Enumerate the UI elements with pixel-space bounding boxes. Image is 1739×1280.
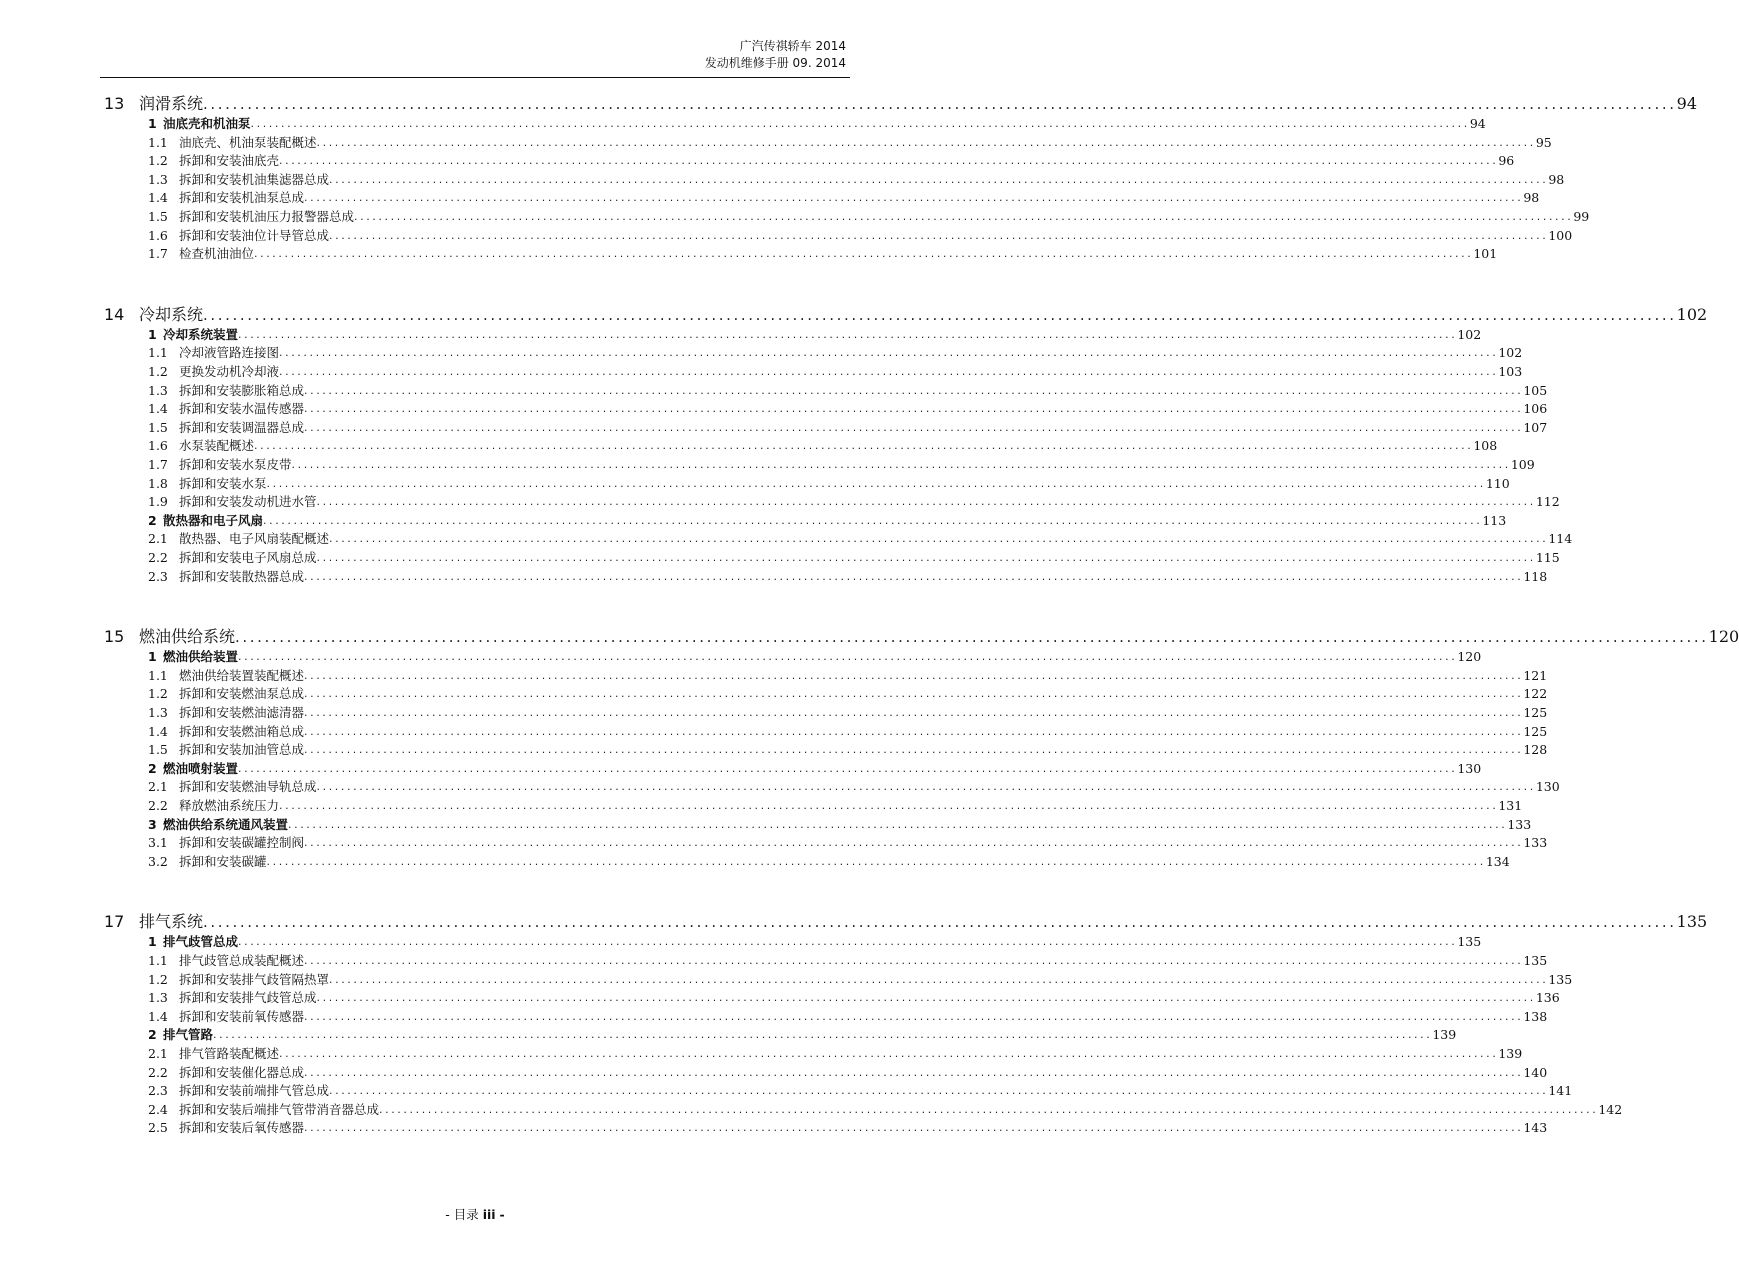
toc-number: 17 — [104, 912, 125, 932]
toc-leader-dots: ........................................................................................................................................................................................................ — [304, 687, 1524, 701]
toc-title: 冷却系统装置 — [163, 326, 239, 342]
toc-title: 检查机油油位 — [179, 246, 255, 262]
toc-page-number: 106 — [1523, 401, 1548, 417]
toc-leader-dots: ........................................................................................................................................................................................................ — [279, 1047, 1499, 1060]
toc-leader-dots: ........................................................................................................................................................................................................ — [266, 476, 1486, 490]
toc-title: 拆卸和安装电子风扇总成 — [179, 550, 317, 565]
toc-number: 2.5 — [148, 1120, 168, 1136]
toc-title: 油底壳、机油泵装配概述 — [179, 134, 317, 150]
toc-page-number: 118 — [1523, 568, 1548, 584]
toc-page-number: 125 — [1523, 723, 1548, 739]
toc-page-number: 130 — [1457, 760, 1482, 776]
toc-leader-dots: ........................................................................................................................................................................................................ — [279, 346, 1499, 360]
toc-leader-dots: ........................................................................................................................................................................................................ — [329, 228, 1549, 242]
toc-leader-dots: ........................................................................................................................................................................................................ — [291, 458, 1511, 471]
toc-page-number: 125 — [1523, 705, 1548, 720]
toc-title: 拆卸和安装油位计导管总成 — [179, 227, 330, 243]
toc-title: 燃油供给系统通风装置 — [163, 816, 289, 832]
toc-leader-dots: ........................................................................................................................................................................................................ — [304, 1065, 1524, 1079]
toc-leader-dots: ........................................................................................................................................................................................................ — [379, 1102, 1599, 1116]
toc-number: 1.5 — [148, 419, 168, 435]
toc-subsection[interactable] — [104, 456, 1535, 473]
toc-leader-dots: ........................................................................................................................................................................................................ — [238, 650, 1458, 664]
toc-number: 2 — [148, 760, 157, 776]
header-divider — [100, 77, 850, 78]
toc-subsection[interactable] — [104, 834, 1548, 851]
toc-page-number: 95 — [1535, 134, 1552, 150]
footer-page-number: iii — [482, 1207, 496, 1222]
toc-title: 排气歧管总成 — [163, 934, 239, 950]
toc-page-number: 139 — [1432, 1027, 1457, 1043]
toc-title: 拆卸和安装燃油滤清器 — [179, 705, 305, 720]
toc-page-number: 112 — [1535, 494, 1560, 510]
toc-number: 2.3 — [148, 1083, 168, 1099]
toc-page-number: 142 — [1598, 1101, 1623, 1117]
toc-page-number: 102 — [1457, 326, 1482, 342]
toc-number: 15 — [104, 627, 125, 647]
toc-title: 拆卸和安装水泵 — [179, 475, 267, 491]
toc-title: 拆卸和安装后氧传感器 — [179, 1120, 305, 1136]
toc-page-number: 115 — [1535, 550, 1560, 565]
toc-number: 2 — [148, 512, 157, 528]
toc-subsection[interactable] — [104, 1101, 1623, 1118]
toc-leader-dots: ........................................................................................................................................................................................................ — [203, 913, 1677, 932]
toc-leader-dots: ........................................................................................................................................................................................................ — [279, 799, 1499, 812]
toc-page-number: 109 — [1510, 457, 1535, 472]
toc-leader-dots: ........................................................................................................................................................................................................ — [288, 817, 1508, 831]
toc-title: 拆卸和安装机油压力报警器总成 — [179, 209, 355, 224]
toc-number: 3.2 — [148, 853, 168, 869]
toc-number: 1.7 — [148, 457, 168, 472]
toc-subsection[interactable] — [104, 1119, 1548, 1136]
toc-title: 拆卸和安装催化器总成 — [179, 1064, 305, 1080]
toc-title: 冷却液管路连接图 — [179, 345, 280, 361]
toc-number: 2.2 — [148, 550, 168, 565]
toc-number: 1.3 — [148, 171, 168, 187]
toc-number: 1.2 — [148, 971, 168, 987]
toc-leader-dots: ........................................................................................................................................................................................................ — [304, 1121, 1524, 1135]
toc-page-number: 107 — [1523, 419, 1548, 435]
toc-section[interactable] — [104, 512, 1507, 529]
toc-number: 1.2 — [148, 686, 168, 702]
toc-number: 1.6 — [148, 438, 168, 454]
toc-subsection[interactable] — [104, 344, 1523, 361]
toc-leader-dots: ........................................................................................................................................................................................................ — [329, 532, 1549, 546]
toc-leader-dots: ........................................................................................................................................................................................................ — [304, 1009, 1524, 1023]
toc-subsection[interactable] — [104, 363, 1523, 380]
toc-title: 拆卸和安装前氧传感器 — [179, 1008, 305, 1024]
toc-leader-dots: ........................................................................................................................................................................................................ — [235, 628, 1709, 647]
toc-page-number: 139 — [1498, 1046, 1523, 1061]
toc-page-number: 98 — [1523, 190, 1540, 206]
toc-page-number: 113 — [1482, 512, 1507, 528]
toc-page-number: 122 — [1523, 686, 1548, 702]
toc-title: 拆卸和安装排气歧管总成 — [179, 990, 317, 1006]
toc-page-number: 96 — [1498, 153, 1515, 169]
toc-page-number: 130 — [1535, 779, 1560, 795]
toc-title: 拆卸和安装燃油箱总成 — [179, 723, 305, 739]
toc-title: 排气系统 — [139, 912, 204, 932]
toc-leader-dots: ........................................................................................................................................................................................................ — [304, 724, 1524, 738]
toc-title: 更换发动机冷却液 — [179, 364, 280, 379]
toc-page-number: 138 — [1523, 1008, 1548, 1024]
toc-leader-dots: ........................................................................................................................................................................................................ — [316, 780, 1536, 794]
toc-title: 散热器和电子风扇 — [163, 512, 264, 528]
document-header — [705, 38, 846, 72]
toc-number: 3.1 — [148, 835, 168, 851]
toc-title: 拆卸和安装机油泵总成 — [179, 190, 305, 206]
toc-page-number: 140 — [1523, 1064, 1548, 1080]
toc-leader-dots: ........................................................................................................................................................................................................ — [304, 706, 1524, 719]
toc-number: 3 — [148, 816, 157, 832]
toc-page-number: 105 — [1523, 382, 1548, 398]
toc-subsection[interactable] — [104, 227, 1573, 244]
toc-page-number: 94 — [1469, 116, 1486, 131]
toc-title: 排气管路 — [163, 1027, 214, 1043]
toc-page-number: 100 — [1548, 227, 1573, 243]
toc-leader-dots: ........................................................................................................................................................................................................ — [263, 513, 1483, 527]
toc-subsection[interactable] — [104, 1082, 1573, 1099]
toc-number: 2 — [148, 1027, 157, 1043]
toc-leader-dots: ........................................................................................................................................................................................................ — [316, 495, 1536, 509]
toc-leader-dots: ........................................................................................................................................................................................................ — [213, 1028, 1433, 1042]
toc-subsection[interactable] — [104, 778, 1560, 795]
toc-subsection[interactable] — [104, 493, 1560, 510]
toc-subsection[interactable] — [104, 952, 1548, 969]
toc-title: 水泵装配概述 — [179, 438, 255, 454]
toc-number: 1.1 — [148, 345, 168, 361]
toc-page-number: 131 — [1498, 798, 1523, 813]
toc-page-number: 114 — [1548, 531, 1573, 547]
toc-page-number: 141 — [1548, 1083, 1573, 1099]
toc-subsection[interactable] — [104, 189, 1540, 206]
toc-leader-dots: ........................................................................................................................................................................................................ — [238, 761, 1458, 775]
toc-subsection[interactable] — [104, 568, 1548, 585]
toc-title: 拆卸和安装碳罐控制阀 — [179, 835, 305, 851]
toc-subsection[interactable] — [104, 382, 1548, 399]
toc-leader-dots: ........................................................................................................................................................................................................ — [304, 383, 1524, 397]
toc-section[interactable] — [104, 326, 1482, 343]
toc-number: 1.4 — [148, 401, 168, 417]
toc-number: 2.1 — [148, 531, 168, 547]
toc-leader-dots: ........................................................................................................................................................................................................ — [304, 743, 1524, 757]
toc-title: 拆卸和安装前端排气管总成 — [179, 1083, 330, 1099]
toc-leader-dots: ........................................................................................................................................................................................................ — [304, 569, 1524, 583]
toc-leader-dots: ........................................................................................................................................................................................................ — [250, 117, 1470, 130]
toc-leader-dots: ........................................................................................................................................................................................................ — [254, 439, 1474, 453]
toc-number: 1 — [148, 934, 157, 950]
toc-chapter[interactable] — [104, 911, 1708, 933]
toc-number: 2.4 — [148, 1101, 168, 1117]
toc-subsection[interactable] — [104, 989, 1560, 1006]
toc-leader-dots: ........................................................................................................................................................................................................ — [329, 1084, 1549, 1098]
toc-number: 2.2 — [148, 798, 168, 813]
toc-subsection[interactable] — [104, 134, 1552, 151]
toc-page-number: 120 — [1708, 627, 1739, 647]
toc-number: 1 — [148, 116, 157, 131]
toc-page-number: 110 — [1485, 475, 1510, 491]
toc-leader-dots: ........................................................................................................................................................................................................ — [304, 191, 1524, 205]
toc-number: 1 — [148, 326, 157, 342]
toc-leader-dots: ........................................................................................................................................................................................................ — [329, 972, 1549, 986]
toc-page-number: 128 — [1523, 742, 1548, 758]
toc-leader-dots: ........................................................................................................................................................................................................ — [316, 551, 1536, 564]
toc-page-number: 143 — [1523, 1120, 1548, 1136]
toc-subsection[interactable] — [104, 1045, 1523, 1062]
toc-title: 燃油供给装置 — [163, 649, 239, 665]
toc-number: 2.3 — [148, 568, 168, 584]
toc-subsection[interactable] — [104, 152, 1515, 169]
toc-section[interactable] — [104, 933, 1482, 950]
toc-number: 1.5 — [148, 209, 168, 224]
toc-page-number: 120 — [1457, 649, 1482, 665]
toc-subsection[interactable] — [104, 741, 1548, 758]
toc-section[interactable] — [104, 760, 1482, 777]
toc-leader-dots: ........................................................................................................................................................................................................ — [354, 210, 1574, 223]
toc-chapter[interactable] — [104, 93, 1697, 115]
toc-title: 燃油供给系统 — [139, 627, 236, 647]
toc-title: 拆卸和安装燃油泵总成 — [179, 686, 305, 702]
toc-chapter[interactable] — [104, 626, 1739, 648]
toc-number: 1.8 — [148, 475, 168, 491]
header-subtitle: 发动机维修手册 09. 2014 — [704, 56, 846, 70]
toc-title: 排气歧管总成装配概述 — [179, 953, 305, 968]
toc-number: 1.4 — [148, 723, 168, 739]
toc-leader-dots: ........................................................................................................................................................................................................ — [304, 420, 1524, 434]
toc-page-number: 133 — [1507, 816, 1532, 832]
footer-suffix: - — [499, 1207, 505, 1222]
toc-title: 拆卸和安装散热器总成 — [179, 568, 305, 584]
toc-subsection[interactable] — [104, 1064, 1548, 1081]
page-footer — [0, 1205, 950, 1223]
header-title: 广汽传祺轿车 2014 — [739, 39, 846, 53]
toc-page-number: 108 — [1473, 438, 1498, 454]
toc-title: 拆卸和安装发动机进水管 — [179, 494, 317, 510]
toc-subsection[interactable] — [104, 971, 1573, 988]
toc-number: 2.2 — [148, 1064, 168, 1080]
toc-page-number: 103 — [1498, 364, 1523, 379]
toc-title: 燃油喷射装置 — [163, 760, 239, 776]
toc-page-number: 136 — [1535, 990, 1560, 1006]
toc-leader-dots: ........................................................................................................................................................................................................ — [304, 954, 1524, 967]
toc-subsection[interactable] — [104, 549, 1560, 566]
toc-subsection[interactable] — [104, 667, 1548, 684]
toc-number: 1.1 — [148, 667, 168, 683]
toc-number: 1.2 — [148, 364, 168, 379]
toc-number: 1.1 — [148, 953, 168, 968]
toc-subsection[interactable] — [104, 1008, 1548, 1025]
toc-title: 燃油供给装置装配概述 — [179, 667, 305, 683]
toc-title: 拆卸和安装油底壳 — [179, 153, 280, 169]
toc-title: 拆卸和安装膨胀箱总成 — [179, 382, 305, 398]
toc-page-number: 102 — [1676, 304, 1708, 324]
toc-leader-dots: ........................................................................................................................................................................................................ — [304, 402, 1524, 416]
toc-number: 1.2 — [148, 153, 168, 169]
toc-page-number: 98 — [1548, 171, 1565, 187]
toc-leader-dots: ........................................................................................................................................................................................................ — [203, 305, 1677, 324]
toc-section[interactable] — [104, 1026, 1457, 1043]
toc-page-number: 135 — [1457, 934, 1482, 950]
toc-leader-dots: ........................................................................................................................................................................................................ — [279, 365, 1499, 378]
toc-title: 拆卸和安装碳罐 — [179, 853, 267, 869]
toc-page-number: 101 — [1473, 246, 1498, 262]
toc-title: 拆卸和安装加油管总成 — [179, 742, 305, 758]
toc-title: 拆卸和安装排气歧管隔热罩 — [179, 971, 330, 987]
toc-number: 1.4 — [148, 190, 168, 206]
toc-number: 2.1 — [148, 779, 168, 795]
toc-page-number: 135 — [1548, 971, 1573, 987]
toc-subsection[interactable] — [104, 208, 1590, 225]
toc-page-number: 99 — [1573, 209, 1590, 224]
toc-leader-dots: ........................................................................................................................................................................................................ — [316, 991, 1536, 1005]
toc-subsection[interactable] — [104, 171, 1565, 188]
toc-leader-dots: ........................................................................................................................................................................................................ — [329, 172, 1549, 186]
toc-title: 拆卸和安装燃油导轨总成 — [179, 779, 317, 795]
toc-title: 冷却系统 — [139, 304, 204, 324]
toc-title: 拆卸和安装后端排气管带消音器总成 — [179, 1101, 380, 1117]
toc-subsection[interactable] — [104, 797, 1523, 814]
toc-subsection[interactable] — [104, 685, 1548, 702]
toc-leader-dots: ........................................................................................................................................................................................................ — [279, 154, 1499, 168]
toc-number: 1 — [148, 649, 157, 665]
toc-number: 1.5 — [148, 742, 168, 758]
toc-page-number: 121 — [1523, 667, 1548, 683]
toc-number: 14 — [104, 304, 125, 324]
toc-section[interactable] — [104, 816, 1532, 833]
toc-subsection[interactable] — [104, 530, 1573, 547]
toc-title: 拆卸和安装水泵皮带 — [179, 457, 292, 472]
toc-subsection[interactable] — [104, 419, 1548, 436]
toc-subsection[interactable] — [104, 437, 1498, 454]
toc-chapter[interactable] — [104, 304, 1708, 326]
toc-section[interactable] — [104, 115, 1486, 132]
toc-title: 排气管路装配概述 — [179, 1046, 280, 1061]
toc-page-number: 134 — [1485, 853, 1510, 869]
toc-leader-dots: ........................................................................................................................................................................................................ — [316, 135, 1536, 149]
toc-number: 1.3 — [148, 990, 168, 1006]
toc-title: 拆卸和安装调温器总成 — [179, 419, 305, 435]
toc-leader-dots: ........................................................................................................................................................................................................ — [266, 854, 1486, 868]
toc-section[interactable] — [104, 648, 1482, 665]
toc-leader-dots: ........................................................................................................................................................................................................ — [304, 668, 1524, 682]
toc-leader-dots: ........................................................................................................................................................................................................ — [304, 836, 1524, 850]
toc-subsection[interactable] — [104, 723, 1548, 740]
toc-title: 拆卸和安装水温传感器 — [179, 401, 305, 417]
toc-number: 13 — [104, 94, 125, 113]
toc-page-number: 133 — [1523, 835, 1548, 851]
toc-title: 油底壳和机油泵 — [163, 116, 251, 131]
toc-subsection[interactable] — [104, 400, 1548, 417]
toc-leader-dots: ........................................................................................................................................................................................................ — [238, 935, 1458, 949]
toc-number: 1.6 — [148, 227, 168, 243]
toc-subsection[interactable] — [104, 245, 1498, 262]
toc-subsection[interactable] — [104, 704, 1548, 721]
toc-number: 1.3 — [148, 705, 168, 720]
toc-subsection[interactable] — [104, 475, 1510, 492]
toc-leader-dots: ........................................................................................................................................................................................................ — [203, 95, 1677, 113]
toc-title: 拆卸和安装机油集滤器总成 — [179, 171, 330, 187]
toc-number: 1.9 — [148, 494, 168, 510]
toc-number: 2.1 — [148, 1046, 168, 1061]
toc-subsection[interactable] — [104, 853, 1510, 870]
toc-page-number: 135 — [1523, 953, 1548, 968]
toc-page-number: 102 — [1498, 345, 1523, 361]
toc-title: 散热器、电子风扇装配概述 — [179, 531, 330, 547]
toc-number: 1.4 — [148, 1008, 168, 1024]
toc-page-number: 135 — [1676, 912, 1708, 932]
toc-title: 润滑系统 — [139, 94, 204, 113]
toc-number: 1.1 — [148, 134, 168, 150]
toc-leader-dots: ........................................................................................................................................................................................................ — [254, 247, 1474, 261]
footer-prefix: - 目录 — [445, 1207, 479, 1222]
toc-number: 1.3 — [148, 382, 168, 398]
toc-number: 1.7 — [148, 246, 168, 262]
toc-page-number: 94 — [1676, 94, 1697, 113]
toc-title: 释放燃油系统压力 — [179, 798, 280, 813]
toc-leader-dots: ........................................................................................................................................................................................................ — [238, 327, 1458, 341]
